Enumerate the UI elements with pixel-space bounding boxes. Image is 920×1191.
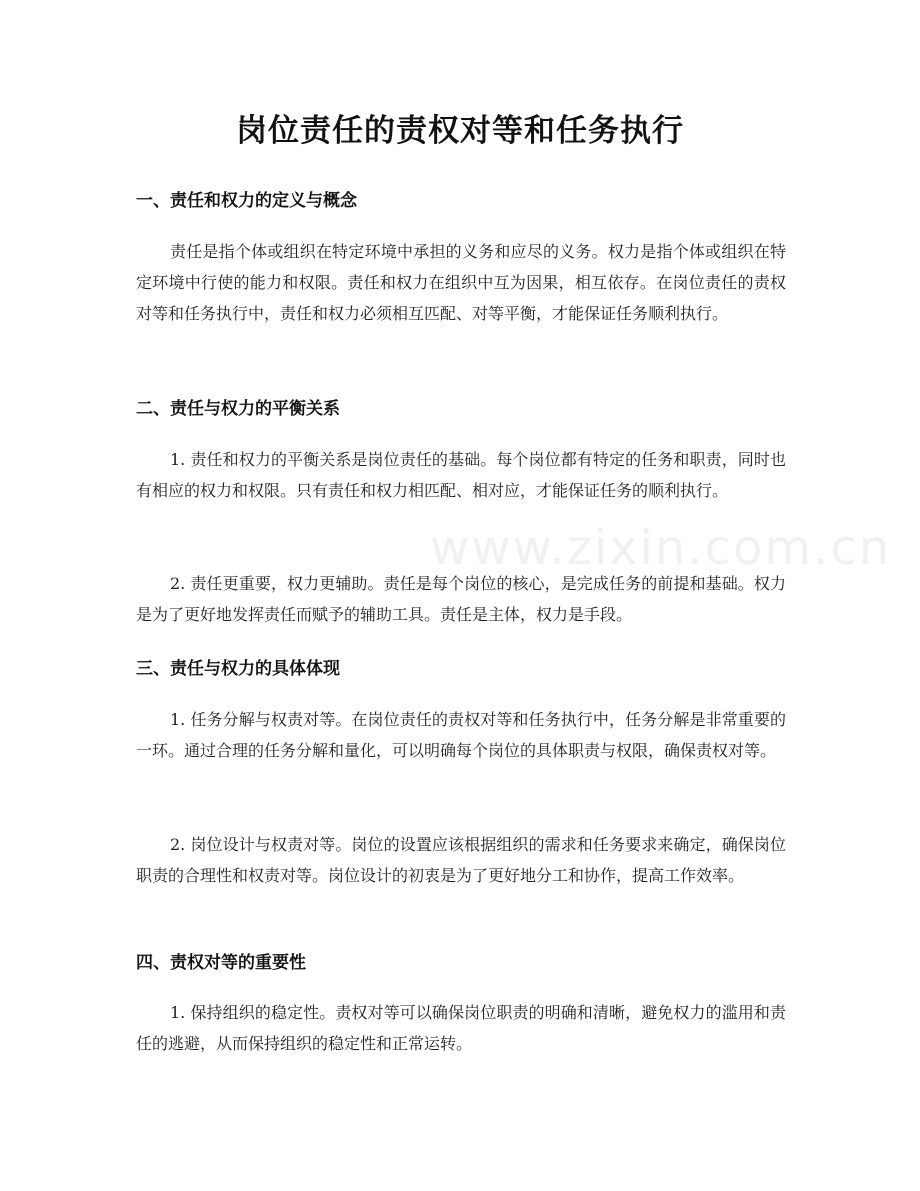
- page-title: 岗位责任的责权对等和任务执行: [236, 113, 684, 149]
- section-1-paragraph-1: 责任是指个体或组织在特定环境中承担的义务和应尽的义务。权力是指个体或组织在特定环境中行使的能力和权限。责任和权力在组织中互为因果，相互依存。在岗位责任的责权对等和任务执行中，责任和权力必须相互匹配、对等平衡，才能保证任务顺利执行。: [136, 242, 786, 323]
- section-2-paragraph-1: 1. 责任和权力的平衡关系是岗位责任的基础。每个岗位都有特定的任务和职责，同时也有相应的权力和权限。只有责任和权力相匹配、相对应，才能保证任务的顺利执行。: [136, 450, 786, 500]
- section-4-paragraph-1: 1. 保持组织的稳定性。责权对等可以确保岗位职责的明确和清晰，避免权力的滥用和责任的逃避，从而保持组织的稳定性和正常运转。: [136, 1003, 786, 1053]
- section-3-paragraph-2: 2. 岗位设计与权责对等。岗位的设置应该根据组织的需求和任务要求来确定，确保岗位职责的合理性和权责对等。岗位设计的初衷是为了更好地分工和协作，提高工作效率。: [136, 835, 786, 885]
- section-2-paragraph-2: 2. 责任更重要，权力更辅助。责任是每个岗位的核心，是完成任务的前提和基础。权力是为了更好地发挥责任而赋予的辅助工具。责任是主体，权力是手段。: [136, 574, 786, 624]
- section-heading-4: 四、责权对等的重要性: [136, 953, 306, 973]
- section-heading-2: 二、责任与权力的平衡关系: [136, 399, 340, 419]
- watermark: www.zixin.com.cn: [430, 520, 892, 576]
- section-heading-1: 一、责任和权力的定义与概念: [136, 191, 357, 211]
- section-3-paragraph-1: 1. 任务分解与权责对等。在岗位责任的责权对等和任务执行中，任务分解是非常重要的一环。通过合理的任务分解和量化，可以明确每个岗位的具体职责与权限，确保责权对等。: [136, 710, 786, 760]
- section-heading-3: 三、责任与权力的具体体现: [136, 659, 340, 679]
